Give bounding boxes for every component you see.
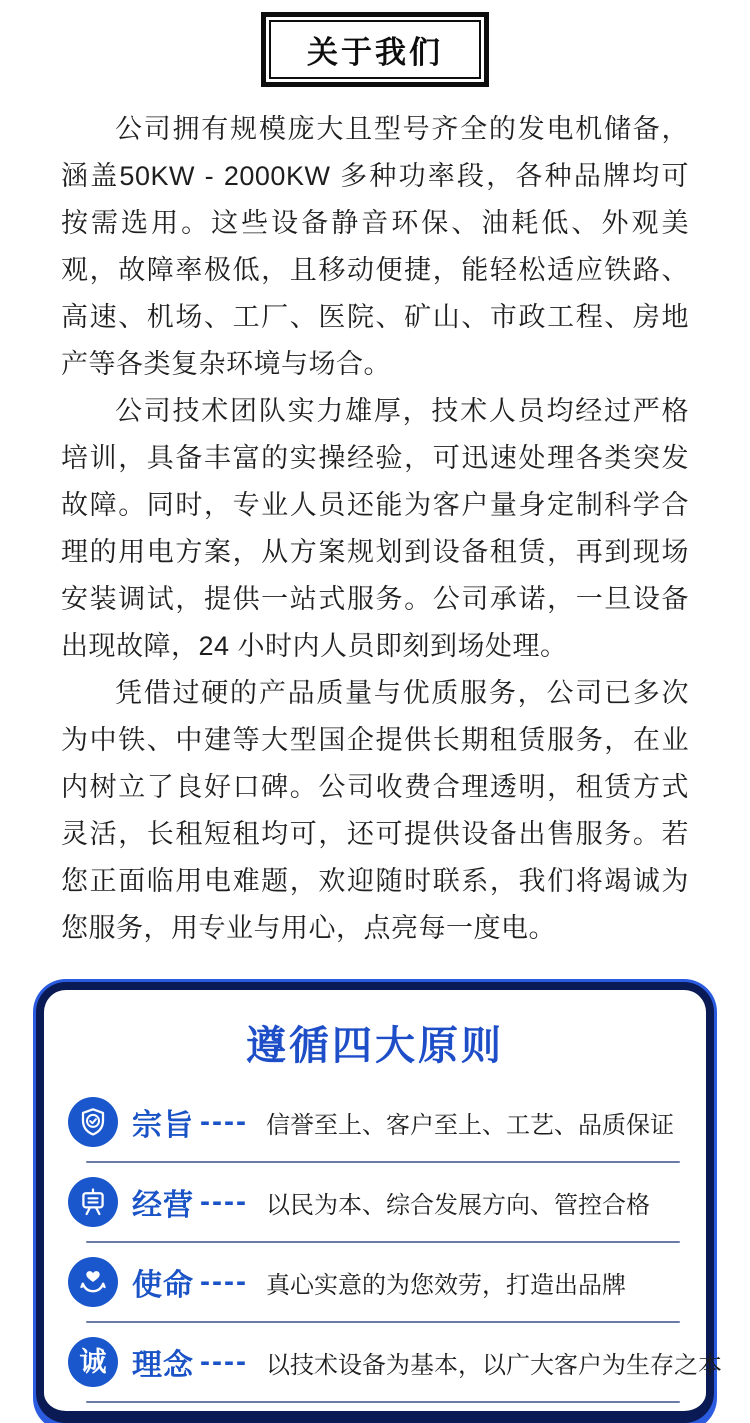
presentation-board-icon <box>68 1177 118 1227</box>
sincerity-char-icon <box>68 1337 118 1387</box>
label-dashes: ---- <box>200 1105 248 1138</box>
principle-label: 使命 <box>132 1269 194 1302</box>
principle-text: 以民为本、综合发展方向、管控合格 <box>265 1191 650 1219</box>
label-dashes: ---- <box>200 1185 248 1218</box>
principle-row-purpose <box>60 1083 690 1161</box>
label-dashes: ---- <box>200 1265 248 1298</box>
sincerity-glyph: 诚 <box>79 1346 107 1377</box>
row-divider <box>86 1401 680 1403</box>
hands-heart-icon <box>68 1257 118 1307</box>
label-dashes: ---- <box>200 1345 248 1378</box>
about-paragraph: 凭借过硬的产品质量与优质服务，公司已多次为中铁、中建等大型国企提供长期租赁服务，在业内树立了良好口碑。公司收费合理透明，租赁方式灵活，长租短租均可，还可提供设备出售服务。若您正面临用电难题，欢迎随时联系，我们将竭诚为您服务，用专业与用心，点亮每一度电。 <box>61 678 689 943</box>
about-section <box>0 87 750 952</box>
principle-text: 真心实意的为您效劳，打造出品牌 <box>265 1271 626 1299</box>
principles-card <box>36 982 722 1423</box>
principle-row-operation <box>60 1163 690 1241</box>
principle-text: 信誉至上、客户至上、工艺、品质保证 <box>265 1111 674 1139</box>
page-title: 关于我们 <box>269 20 481 79</box>
about-paragraph: 公司拥有规模庞大且型号齐全的发电机储备，涵盖50KW - 2000KW 多种功率段，各种品牌均可按需选用。这些设备静音环保、油耗低、外观美观，故障率极低，且移动便捷，能轻松适应铁路、高速、机场、工厂、医院、矿山、市政工程、房地产等各类复杂环境与场合。 <box>61 114 689 379</box>
principle-row-mission <box>60 1243 690 1321</box>
principles-title: 遵循四大原则 <box>246 1024 504 1068</box>
about-paragraph: 公司技术团队实力雄厚，技术人员均经过严格培训，具备丰富的实操经验，可迅速处理各类突发故障。同时，专业人员还能为客户量身定制科学合理的用电方案，从方案规划到设备租赁，再到现场安装调试，提供一站式服务。公司承诺，一旦设备出现故障，24 小时内人员即刻到场处理。 <box>61 396 689 661</box>
shield-check-icon <box>68 1097 118 1147</box>
about-us-title-box <box>261 12 489 87</box>
principle-label: 宗旨 <box>132 1109 194 1142</box>
principle-row-philosophy <box>60 1323 722 1401</box>
principle-text: 以技术设备为基本，以广大客户为生存之本 <box>265 1351 722 1379</box>
principle-label: 经营 <box>132 1189 194 1222</box>
principle-label: 理念 <box>132 1349 194 1382</box>
